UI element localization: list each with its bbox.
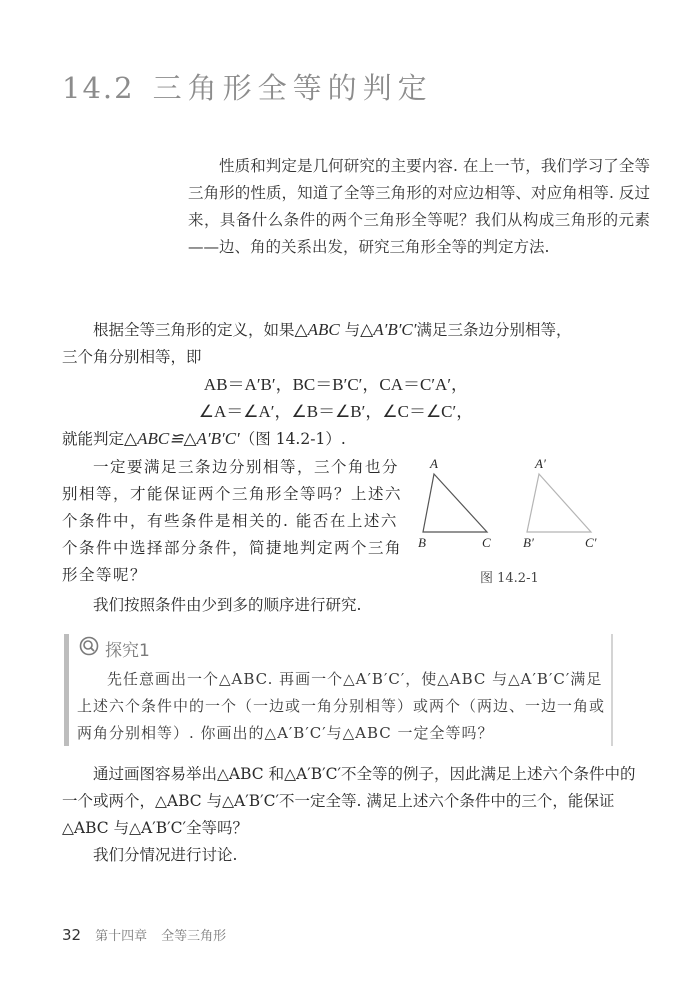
text-segment: 根据全等三角形的定义，如果 xyxy=(93,321,295,339)
explore-text-block xyxy=(77,666,607,747)
explore-text: 先任意画出一个△ABC. 再画一个△A′B′C′，使△ABC 与△A′B′C′满足上述六个条件中的一个（一边或一角分别相等）或两个（两边、一边一角或两角分别相等）. 你画出的△A′B′C′与△ABC 一定全等吗？ xyxy=(77,670,606,742)
definition-line-1 xyxy=(62,316,650,344)
intro-text: 性质和判定是几何研究的主要内容. 在上一节，我们学习了全等三角形的性质，知道了全等三角形的对应边相等、对应角相等. 反过来，具备什么条件的两个三角形全等呢？我们从构成三角形的元素——边、角的关系出发，研究三角形全等的判定方法. xyxy=(188,157,650,256)
section-title xyxy=(62,66,433,107)
chapter-title: 全等三角形 xyxy=(161,929,227,944)
vertex-label-b: B xyxy=(418,535,426,550)
definition-paragraph xyxy=(62,316,650,453)
figure-caption: 图 14.2-1 xyxy=(480,571,539,586)
text-segment: 与 xyxy=(339,321,361,339)
equation-angles: ∠A＝∠A′，∠B＝∠B′，∠C＝∠C′， xyxy=(198,402,474,421)
method-text: 我们按照条件由少到多的顺序进行研究. xyxy=(93,596,362,614)
section-number: 14.2 xyxy=(62,71,135,105)
section-title-text: 三角形全等的判定 xyxy=(152,71,433,105)
triangles-diagram xyxy=(410,455,610,585)
explore-title: 探究1 xyxy=(105,641,150,661)
triangle-abc-prime-shape xyxy=(527,474,591,532)
text-segment: 满足三条边分别相等， xyxy=(416,321,572,339)
method-paragraph xyxy=(62,592,650,619)
figure-reference: （图 14.2-1）. xyxy=(239,430,346,448)
explore-box xyxy=(64,634,613,746)
triangle-abc: △ABC xyxy=(294,320,340,339)
discussion-text: 通过画图容易举出△ABC 和△A′B′C′不全等的例子，因此满足上述六个条件中的一个或两个，△ABC 与△A′B′C′不一定全等. 满足上述六个条件中的三个，能保证△ABC 与△A′B′C′全等吗？ xyxy=(62,765,636,837)
vertex-label-c: C xyxy=(482,535,491,550)
page-footer xyxy=(62,925,226,944)
question-text: 一定要满足三条边分别相等，三个角也分别相等，才能保证两个三角形全等吗？上述六个条件中，有些条件是相关的. 能否在上述六个条件中选择部分条件，简捷地判定两个三角形全等呢？ xyxy=(62,458,403,584)
triangle-abc-prime: △A′B′C′ xyxy=(360,320,417,339)
vertex-label-c-prime: C′ xyxy=(585,535,597,550)
magnifier-icon xyxy=(79,636,99,661)
equation-sides: AB＝A′B′，BC＝B′C′，CA＝C′A′， xyxy=(203,375,469,394)
discussion-paragraph xyxy=(62,761,650,869)
text-segment: 就能判定 xyxy=(62,430,125,448)
intro-paragraph xyxy=(188,153,650,261)
explore-header xyxy=(79,636,150,661)
vertex-label-a: A xyxy=(430,456,438,471)
definition-line-2: 三个角分别相等，即 xyxy=(62,348,202,366)
chapter-label: 第十四章 xyxy=(95,929,148,944)
question-paragraph xyxy=(62,454,408,589)
cases-text: 我们分情况进行讨论. xyxy=(93,846,238,864)
page-number: 32 xyxy=(62,926,82,944)
figure-14-2-1 xyxy=(410,455,610,585)
conclusion-line xyxy=(62,425,650,453)
vertex-label-a-prime: A′ xyxy=(535,456,546,471)
vertex-label-b-prime: B′ xyxy=(523,535,534,550)
congruence-expression: △ABC≌△A′B′C′ xyxy=(124,429,240,448)
triangle-abc-shape xyxy=(423,474,487,532)
